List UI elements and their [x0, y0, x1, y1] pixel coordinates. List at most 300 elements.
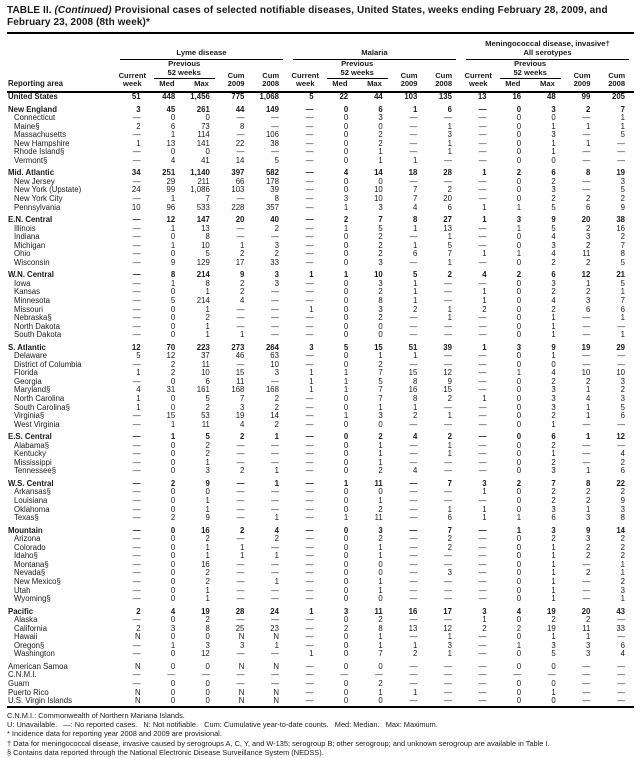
value-cell: 1	[447, 305, 452, 314]
value-cell: 15	[235, 369, 245, 378]
value-cell: 7	[620, 297, 625, 305]
value-cell: 2	[378, 250, 383, 259]
value-cell: 14	[374, 168, 383, 178]
value-cell: 1	[205, 322, 210, 331]
value-cell: 11	[374, 606, 383, 616]
value-cell: 2	[205, 403, 210, 412]
value-cell: 1	[240, 331, 245, 340]
value-cell: 9	[205, 514, 210, 523]
value-cell: 15	[443, 386, 452, 395]
value-cell: 8	[413, 377, 418, 386]
value-cell: —	[478, 139, 487, 148]
value-cell: 0	[516, 352, 522, 361]
value-cell: 8	[205, 233, 210, 242]
table-row	[7, 395, 634, 404]
value-cell: —	[132, 148, 141, 157]
value-cell: 6	[170, 122, 176, 131]
table-row	[7, 429, 634, 442]
value-cell: —	[271, 233, 279, 242]
value-cell: 0	[516, 386, 522, 395]
value-cell: 2	[482, 624, 487, 633]
value-cell: 1	[309, 377, 314, 386]
value-cell: —	[132, 450, 141, 459]
value-cell: 0	[343, 297, 349, 305]
value-cell: 13	[477, 91, 487, 101]
value-cell: —	[271, 458, 279, 467]
value-cell: 1	[620, 114, 625, 123]
value-cell: 22	[339, 91, 349, 101]
value-cell: 1	[274, 552, 279, 561]
table-row	[7, 552, 634, 561]
value-cell: —	[582, 322, 591, 331]
value-cell: —	[132, 616, 141, 625]
value-cell: —	[201, 671, 210, 680]
value-cell: 3	[551, 386, 556, 395]
value-cell: 8	[620, 514, 625, 523]
value-cell: —	[444, 420, 452, 429]
reporting-area-cell: Michigan	[14, 241, 46, 250]
value-cell: 0	[343, 420, 349, 429]
reporting-area-cell: E.N. Central	[8, 215, 53, 225]
value-cell: —	[409, 569, 418, 578]
lyme-cum-2008-header: Cum 2008	[262, 70, 280, 89]
value-cell: —	[305, 412, 314, 421]
value-cell: 0	[343, 552, 349, 561]
value-cell: 10	[201, 369, 210, 378]
value-cell: 6	[413, 250, 418, 259]
value-cell: 1	[447, 258, 452, 267]
value-cell: 38	[270, 139, 279, 148]
value-cell: —	[271, 560, 279, 569]
value-cell: 0	[205, 661, 210, 671]
reporting-area-cell: Wisconsin	[14, 258, 50, 267]
value-cell: 19	[581, 342, 591, 352]
value-cell: 0	[343, 458, 349, 467]
value-cell: 3	[620, 177, 625, 186]
value-cell: 2	[136, 122, 141, 131]
value-cell: 3	[170, 624, 176, 633]
value-cell: 1	[170, 194, 176, 203]
value-cell: 0	[343, 250, 349, 259]
value-cell: —	[582, 577, 591, 586]
value-cell: —	[236, 322, 245, 331]
value-cell: 1	[620, 314, 625, 323]
value-cell: 3	[585, 535, 591, 544]
value-cell: —	[478, 679, 487, 688]
value-cell: 1	[343, 386, 349, 395]
value-cell: —	[305, 505, 314, 514]
value-cell: 2	[205, 441, 210, 450]
reporting-area-cell: Rhode Island§	[14, 148, 65, 157]
value-cell: 2	[378, 131, 383, 140]
value-cell: 3	[585, 297, 591, 305]
value-cell: 1	[205, 552, 210, 561]
footnote: † Data for meningococcal disease, invasive caused by serogroups A, C, Y, and W-135; serogroup B; other serogroup; and unknown serogroup are available in Table I.	[7, 738, 550, 748]
value-cell: 1	[136, 395, 141, 404]
value-cell: 0	[343, 331, 349, 340]
value-cell: 0	[516, 258, 522, 267]
value-cell: —	[478, 641, 487, 650]
value-cell: 2	[551, 288, 556, 297]
value-cell: —	[236, 224, 245, 233]
value-cell: 1	[274, 577, 279, 586]
value-cell: —	[478, 688, 487, 697]
value-cell: —	[305, 688, 314, 697]
value-cell: —	[478, 194, 487, 203]
value-cell: 3	[378, 305, 383, 314]
value-cell: —	[132, 552, 141, 561]
value-cell: 16	[408, 386, 418, 395]
value-cell: 7	[240, 395, 245, 404]
value-cell: 16	[616, 224, 625, 233]
value-cell: 0	[170, 458, 176, 467]
value-cell: 0	[516, 595, 522, 604]
value-cell: 0	[516, 458, 522, 467]
value-cell: 251	[162, 168, 176, 178]
value-cell: 0	[551, 114, 556, 123]
table-body	[7, 92, 634, 707]
value-cell: —	[236, 616, 245, 625]
value-cell: 48	[547, 91, 556, 101]
value-cell: 103	[404, 91, 418, 101]
value-cell: 1	[309, 650, 314, 659]
value-cell: 1	[343, 478, 349, 488]
value-cell: —	[478, 148, 487, 157]
value-cell: 16	[201, 525, 210, 535]
reporting-area-cell: Iowa	[14, 279, 31, 288]
table-row	[7, 633, 634, 642]
value-cell: 1	[274, 467, 279, 476]
value-cell: —	[305, 624, 314, 633]
value-cell: 0	[343, 122, 349, 131]
value-cell: 5	[205, 395, 210, 404]
value-cell: 0	[516, 305, 522, 314]
value-cell: 1	[378, 552, 383, 561]
value-cell: —	[236, 148, 245, 157]
value-cell: 1	[170, 432, 176, 442]
value-cell: —	[478, 104, 487, 114]
value-cell: —	[236, 560, 245, 569]
value-cell: 10	[581, 369, 591, 378]
value-cell: —	[444, 458, 452, 467]
value-cell: 0	[516, 412, 522, 421]
value-cell: 20	[443, 194, 452, 203]
value-cell: 1	[205, 305, 210, 314]
value-cell: 3	[274, 369, 279, 378]
value-cell: 0	[343, 352, 349, 361]
value-cell: —	[132, 224, 141, 233]
value-cell: —	[444, 177, 452, 186]
value-cell: 99	[166, 186, 176, 195]
value-cell: 2	[551, 458, 556, 467]
value-cell: 1	[482, 514, 487, 523]
value-cell: —	[617, 441, 625, 450]
value-cell: —	[236, 233, 245, 242]
reporting-area-cell: North Carolina	[14, 395, 65, 404]
value-cell: —	[305, 297, 314, 305]
value-cell: 1	[447, 450, 452, 459]
value-cell: 147	[196, 215, 210, 225]
value-cell: N	[238, 697, 245, 706]
reporting-area-cell: Delaware	[14, 352, 47, 361]
value-cell: 3	[551, 505, 556, 514]
value-cell: 0	[170, 569, 176, 578]
value-cell: 1	[343, 270, 349, 280]
reporting-area-cell: South Carolina§	[14, 403, 70, 412]
reporting-area-cell: Mid. Atlantic	[8, 168, 55, 178]
value-cell: 1	[516, 203, 522, 212]
table-row	[7, 450, 634, 459]
value-cell: —	[409, 122, 418, 131]
value-cell: 1	[482, 395, 487, 404]
value-cell: —	[409, 697, 418, 706]
value-cell: 0	[170, 450, 176, 459]
value-cell: 7	[378, 369, 383, 378]
value-cell: —	[305, 395, 314, 404]
value-cell: —	[132, 671, 141, 680]
value-cell: 2	[585, 194, 591, 203]
value-cell: 0	[343, 114, 349, 123]
value-cell: —	[582, 177, 591, 186]
value-cell: —	[132, 569, 141, 578]
value-cell: 1	[413, 279, 418, 288]
value-cell: 1	[343, 369, 349, 378]
value-cell: 6	[585, 305, 591, 314]
value-cell: —	[305, 525, 314, 535]
value-cell: —	[236, 450, 245, 459]
value-cell: 0	[516, 104, 522, 114]
value-cell: —	[617, 661, 625, 671]
value-cell: 0	[205, 688, 210, 697]
value-cell: 1	[516, 250, 522, 259]
value-cell: 0	[170, 403, 176, 412]
malaria-max-header: Max	[367, 79, 382, 89]
value-cell: 0	[343, 177, 349, 186]
value-cell: 0	[516, 279, 522, 288]
value-cell: 14	[270, 412, 279, 421]
value-cell: —	[409, 616, 418, 625]
value-cell: —	[132, 560, 141, 569]
value-cell: —	[478, 412, 487, 421]
value-cell: 1	[620, 560, 625, 569]
value-cell: —	[617, 360, 625, 369]
value-cell: 0	[343, 241, 349, 250]
value-cell: 4	[170, 606, 176, 616]
value-cell: 1	[343, 514, 349, 523]
value-cell: 0	[516, 467, 522, 476]
value-cell: —	[305, 450, 314, 459]
reporting-area-cell: Virginia§	[14, 412, 45, 421]
value-cell: —	[271, 505, 279, 514]
value-cell: 44	[374, 91, 383, 101]
value-cell: —	[305, 104, 314, 114]
value-cell: —	[582, 331, 591, 340]
value-cell: 15	[374, 342, 383, 352]
value-cell: —	[478, 352, 487, 361]
value-cell: 12	[443, 624, 452, 633]
value-cell: —	[271, 586, 279, 595]
value-cell: —	[444, 331, 452, 340]
value-cell: 16	[201, 560, 210, 569]
value-cell: —	[132, 241, 141, 250]
value-cell: 1	[378, 497, 383, 506]
value-cell: 0	[516, 156, 522, 165]
value-cell: 1	[482, 168, 487, 178]
value-cell: 2	[240, 467, 245, 476]
lyme-disease-group-header: Lyme disease	[115, 33, 288, 60]
value-cell: 2	[551, 305, 556, 314]
value-cell: 1	[240, 543, 245, 552]
value-cell: 228	[231, 203, 245, 212]
value-cell: 2	[551, 177, 556, 186]
reporting-area-cell: Oklahoma	[14, 505, 50, 514]
value-cell: —	[132, 420, 141, 429]
value-cell: 38	[616, 215, 625, 225]
value-cell: —	[305, 360, 314, 369]
malaria-current-week-header: Current week	[291, 70, 319, 89]
value-cell: —	[305, 186, 314, 195]
value-cell: 2	[482, 305, 487, 314]
value-cell: 9	[620, 203, 625, 212]
value-cell: —	[271, 331, 279, 340]
reporting-area-cell: Kentucky	[14, 450, 47, 459]
value-cell: 8	[585, 168, 591, 178]
value-cell: 0	[343, 569, 349, 578]
value-cell: —	[132, 497, 141, 506]
reporting-area-cell: Vermont§	[14, 156, 48, 165]
value-cell: 1	[378, 352, 383, 361]
value-cell: 3	[274, 270, 279, 280]
value-cell: 2	[205, 616, 210, 625]
value-cell: 2	[620, 488, 625, 497]
value-cell: 3	[447, 641, 452, 650]
value-cell: 0	[516, 650, 522, 659]
value-cell: 2	[516, 270, 522, 280]
reporting-area-cell: Ohio	[14, 250, 31, 259]
value-cell: 7	[413, 194, 418, 203]
reporting-area-cell: West Virginia	[14, 420, 60, 429]
value-cell: 1	[309, 369, 314, 378]
reporting-area-cell: California	[14, 624, 47, 633]
value-cell: —	[582, 420, 591, 429]
value-cell: 0	[343, 633, 349, 642]
value-cell: —	[271, 322, 279, 331]
value-cell: 99	[581, 91, 591, 101]
value-cell: 168	[265, 386, 279, 395]
value-cell: —	[444, 279, 452, 288]
reporting-area-cell: S. Atlantic	[8, 342, 46, 352]
value-cell: 1	[309, 606, 314, 616]
table-row	[7, 340, 634, 353]
value-cell: 2	[585, 543, 591, 552]
value-cell: 0	[516, 552, 522, 561]
value-cell: —	[582, 148, 591, 157]
value-cell: 12	[166, 352, 176, 361]
value-cell: —	[271, 441, 279, 450]
value-cell: —	[582, 560, 591, 569]
value-cell: 0	[378, 177, 383, 186]
value-cell: 2	[620, 552, 625, 561]
reporting-area-cell: U.S. Virgin Islands	[8, 697, 72, 706]
value-cell: 1	[240, 552, 245, 561]
value-cell: 0	[205, 697, 210, 706]
value-cell: 1	[551, 314, 556, 323]
table-row	[7, 140, 634, 149]
value-cell: 1	[240, 241, 245, 250]
value-cell: 1	[620, 331, 625, 340]
value-cell: —	[617, 322, 625, 331]
value-cell: —	[409, 478, 418, 488]
reporting-area-cell: Wyoming§	[14, 595, 51, 604]
value-cell: 1	[482, 203, 487, 212]
value-cell: —	[305, 403, 314, 412]
value-cell: 2	[551, 377, 556, 386]
value-cell: 0	[170, 633, 176, 642]
value-cell: 2	[551, 258, 556, 267]
value-cell: —	[617, 679, 625, 688]
value-cell: 0	[170, 250, 176, 259]
value-cell: 0	[343, 279, 349, 288]
value-cell: —	[236, 679, 245, 688]
value-cell: 0	[343, 535, 349, 544]
value-cell: 1	[551, 577, 556, 586]
value-cell: —	[478, 497, 487, 506]
value-cell: 106	[265, 131, 279, 140]
value-cell: 6	[205, 377, 210, 386]
value-cell: —	[271, 679, 279, 688]
reporting-area-header: Reporting area	[8, 79, 64, 89]
value-cell: —	[305, 586, 314, 595]
value-cell: —	[478, 131, 487, 140]
value-cell: —	[478, 577, 487, 586]
value-cell: —	[236, 595, 245, 604]
value-cell: 11	[374, 514, 383, 523]
value-cell: 1	[551, 595, 556, 604]
footnote: * Incidence data for reporting year 2008 and 2009 are provisional.	[7, 729, 222, 739]
reporting-area-cell: Hawaii	[14, 633, 38, 642]
value-cell: 4	[274, 525, 279, 535]
value-cell: 2	[551, 497, 556, 506]
value-cell: 2	[447, 535, 452, 544]
value-cell: —	[236, 505, 245, 514]
table-number: TABLE II.	[7, 5, 52, 16]
value-cell: —	[305, 177, 314, 186]
value-cell: 1	[447, 139, 452, 148]
value-cell: 3	[309, 342, 314, 352]
table-row	[7, 131, 634, 140]
value-cell: 1	[551, 633, 556, 642]
value-cell: 3	[378, 412, 383, 421]
value-cell: 397	[231, 168, 245, 178]
value-cell: —	[132, 314, 141, 323]
value-cell: 3	[205, 641, 210, 650]
value-cell: 9	[585, 525, 591, 535]
value-cell: 0	[516, 697, 522, 706]
value-cell: 2	[274, 535, 279, 544]
value-cell: 0	[516, 403, 522, 412]
value-cell: —	[132, 412, 141, 421]
value-cell: 2	[585, 488, 591, 497]
value-cell: 0	[343, 360, 349, 369]
value-cell: 0	[343, 505, 349, 514]
value-cell: 3	[516, 342, 522, 352]
value-cell: 0	[516, 322, 522, 331]
value-cell: —	[582, 697, 591, 706]
value-cell: 1	[585, 432, 591, 442]
value-cell: —	[444, 360, 452, 369]
value-cell: —	[132, 641, 141, 650]
value-cell: 1	[516, 514, 522, 523]
